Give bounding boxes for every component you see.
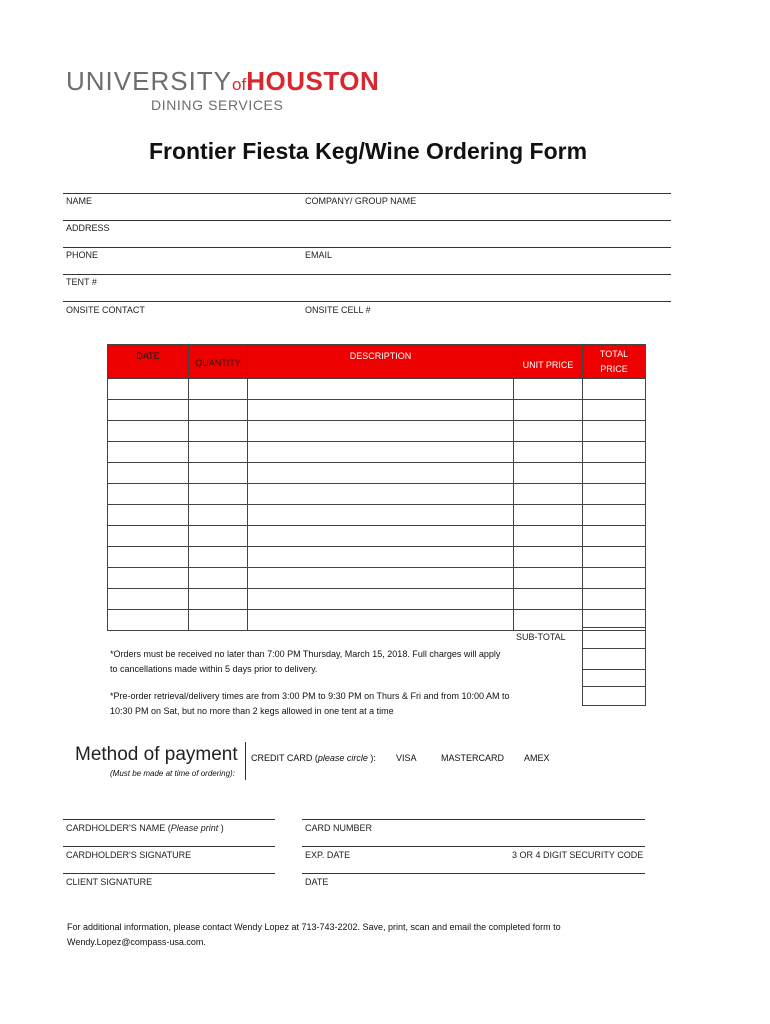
order-table [107, 344, 646, 631]
total-price-cell[interactable] [583, 463, 646, 484]
client-signature-label: CLIENT SIGNATURE [66, 877, 153, 887]
security-line[interactable] [302, 873, 645, 874]
quantity-cell[interactable] [189, 526, 248, 547]
unit-price-cell[interactable] [514, 484, 583, 505]
description-cell[interactable] [248, 610, 514, 631]
cardholder-signature-label: CARDHOLDER'S SIGNATURE [66, 850, 192, 860]
phone-label: PHONE [66, 250, 99, 260]
date-cell[interactable] [108, 589, 189, 610]
date-cell[interactable] [108, 463, 189, 484]
quantity-cell[interactable] [189, 463, 248, 484]
table-row [108, 547, 646, 568]
form-title: Frontier Fiesta Keg/Wine Ordering Form [148, 138, 588, 164]
table-row [108, 442, 646, 463]
quantity-cell[interactable] [189, 505, 248, 526]
unit-price-cell[interactable] [514, 568, 583, 589]
date-cell[interactable] [108, 610, 189, 631]
date-cell[interactable] [108, 379, 189, 400]
date-cell[interactable] [108, 526, 189, 547]
total-price-cell[interactable] [583, 505, 646, 526]
unit-price-cell[interactable] [514, 526, 583, 547]
onsite-cell-label: ONSITE CELL # [305, 305, 371, 315]
unit-price-cell[interactable] [514, 400, 583, 421]
date-cell[interactable] [108, 568, 189, 589]
visa-option[interactable]: VISA [396, 753, 417, 763]
description-cell[interactable] [248, 442, 514, 463]
description-cell[interactable] [248, 568, 514, 589]
email-label: EMAIL [305, 250, 333, 260]
order-deadline-note: *Orders must be received no later than 7:00 PM Thursday, March 15, 2018. Full charges will apply to cancellations made within 5 days prior to delivery. [110, 649, 501, 674]
table-row [108, 421, 646, 442]
tent-line[interactable] [63, 301, 671, 302]
total-price-cell[interactable] [583, 379, 646, 400]
quantity-cell[interactable] [189, 400, 248, 421]
quantity-cell[interactable] [189, 610, 248, 631]
description-cell[interactable] [248, 400, 514, 421]
unit-price-header: UNIT PRICE [514, 345, 583, 379]
address-line[interactable] [63, 247, 671, 248]
unit-price-cell[interactable] [514, 589, 583, 610]
table-row [108, 379, 646, 400]
dining-services-label: DINING SERVICES [151, 97, 284, 113]
table-row [108, 568, 646, 589]
subtotal-label: SUB-TOTAL [516, 632, 566, 642]
tent-label: TENT # [66, 277, 97, 287]
description-cell[interactable] [248, 463, 514, 484]
total-price-cell[interactable] [583, 400, 646, 421]
quantity-cell[interactable] [189, 421, 248, 442]
table-row [108, 484, 646, 505]
phone-line[interactable] [63, 274, 671, 275]
preorder-note: *Pre-order retrieval/delivery times are from 3:00 PM to 9:30 PM on Thurs & Fri and from 10:00 AM to 10:30 PM on Sat, but no more than 2 kegs allowed in one tent at a time [110, 691, 510, 716]
unit-price-cell[interactable] [514, 442, 583, 463]
total-box[interactable] [582, 686, 646, 706]
cardholder-name-label: CARDHOLDER'S NAME (Please print ) [66, 823, 224, 833]
contact-footer: For additional information, please contact Wendy Lopez at 713-743-2202. Save, print, scan and email the completed form to Wendy.Lopez@compass-usa.com. [67, 922, 561, 947]
payment-divider [245, 742, 246, 780]
quantity-cell[interactable] [189, 568, 248, 589]
quantity-header: QUANTITY [189, 345, 248, 379]
total-price-header: TOTAL PRICE [583, 345, 646, 379]
description-header: DESCRIPTION [248, 345, 514, 379]
mastercard-option[interactable]: MASTERCARD [441, 753, 505, 763]
date-cell[interactable] [108, 421, 189, 442]
amex-option[interactable]: AMEX [524, 753, 550, 763]
total-box[interactable] [582, 648, 646, 670]
card-number-label: CARD NUMBER [305, 823, 373, 833]
description-cell[interactable] [248, 421, 514, 442]
payment-heading: Method of payment [75, 744, 238, 765]
exp-line[interactable] [302, 846, 645, 847]
quantity-cell[interactable] [189, 589, 248, 610]
unit-price-cell[interactable] [514, 421, 583, 442]
client-signature-line[interactable] [63, 873, 275, 874]
date-cell[interactable] [108, 484, 189, 505]
unit-price-cell[interactable] [514, 505, 583, 526]
unit-price-cell[interactable] [514, 379, 583, 400]
total-price-cell[interactable] [583, 421, 646, 442]
name-line[interactable] [63, 220, 671, 221]
top-rule [63, 193, 671, 194]
total-price-cell[interactable] [583, 589, 646, 610]
table-row [108, 505, 646, 526]
signature-line[interactable] [63, 846, 275, 847]
security-code-label: 3 OR 4 DIGIT SECURITY CODE [512, 850, 644, 860]
description-cell[interactable] [248, 484, 514, 505]
address-label: ADDRESS [66, 223, 110, 233]
table-row [108, 610, 646, 631]
table-row [108, 463, 646, 484]
total-price-cell[interactable] [583, 526, 646, 547]
table-row [108, 526, 646, 547]
total-price-cell[interactable] [583, 442, 646, 463]
cardholder-name-line[interactable] [63, 819, 275, 820]
unit-price-cell[interactable] [514, 547, 583, 568]
quantity-cell[interactable] [189, 379, 248, 400]
date-cell[interactable] [108, 547, 189, 568]
quantity-cell[interactable] [189, 547, 248, 568]
description-cell[interactable] [248, 505, 514, 526]
description-cell[interactable] [248, 547, 514, 568]
total-price-cell[interactable] [583, 484, 646, 505]
onsite-contact-label: ONSITE CONTACT [66, 305, 145, 315]
order-table-header [108, 345, 646, 379]
total-price-cell[interactable] [583, 568, 646, 589]
unit-price-cell[interactable] [514, 610, 583, 631]
exp-date-label: EXP. DATE [305, 850, 351, 860]
date-cell[interactable] [108, 400, 189, 421]
quantity-cell[interactable] [189, 442, 248, 463]
table-row [108, 400, 646, 421]
university-logo: UNIVERSITYofHOUSTON [66, 66, 380, 96]
name-label: NAME [66, 196, 93, 206]
description-cell[interactable] [248, 526, 514, 547]
description-cell[interactable] [248, 589, 514, 610]
date-header: DATE [108, 345, 189, 379]
table-row [108, 589, 646, 610]
card-number-line[interactable] [302, 819, 645, 820]
total-price-cell[interactable] [583, 547, 646, 568]
company-label: COMPANY/ GROUP NAME [305, 196, 417, 206]
payment-subheading: (Must be made at time of ordering): [110, 769, 235, 778]
description-cell[interactable] [248, 379, 514, 400]
total-box[interactable] [582, 669, 646, 687]
unit-price-cell[interactable] [514, 463, 583, 484]
date-cell[interactable] [108, 505, 189, 526]
date-cell[interactable] [108, 442, 189, 463]
date-label: DATE [305, 877, 329, 887]
subtotal-box[interactable] [582, 627, 646, 649]
quantity-cell[interactable] [189, 484, 248, 505]
credit-card-label: CREDIT CARD (please circle ): [251, 753, 376, 763]
